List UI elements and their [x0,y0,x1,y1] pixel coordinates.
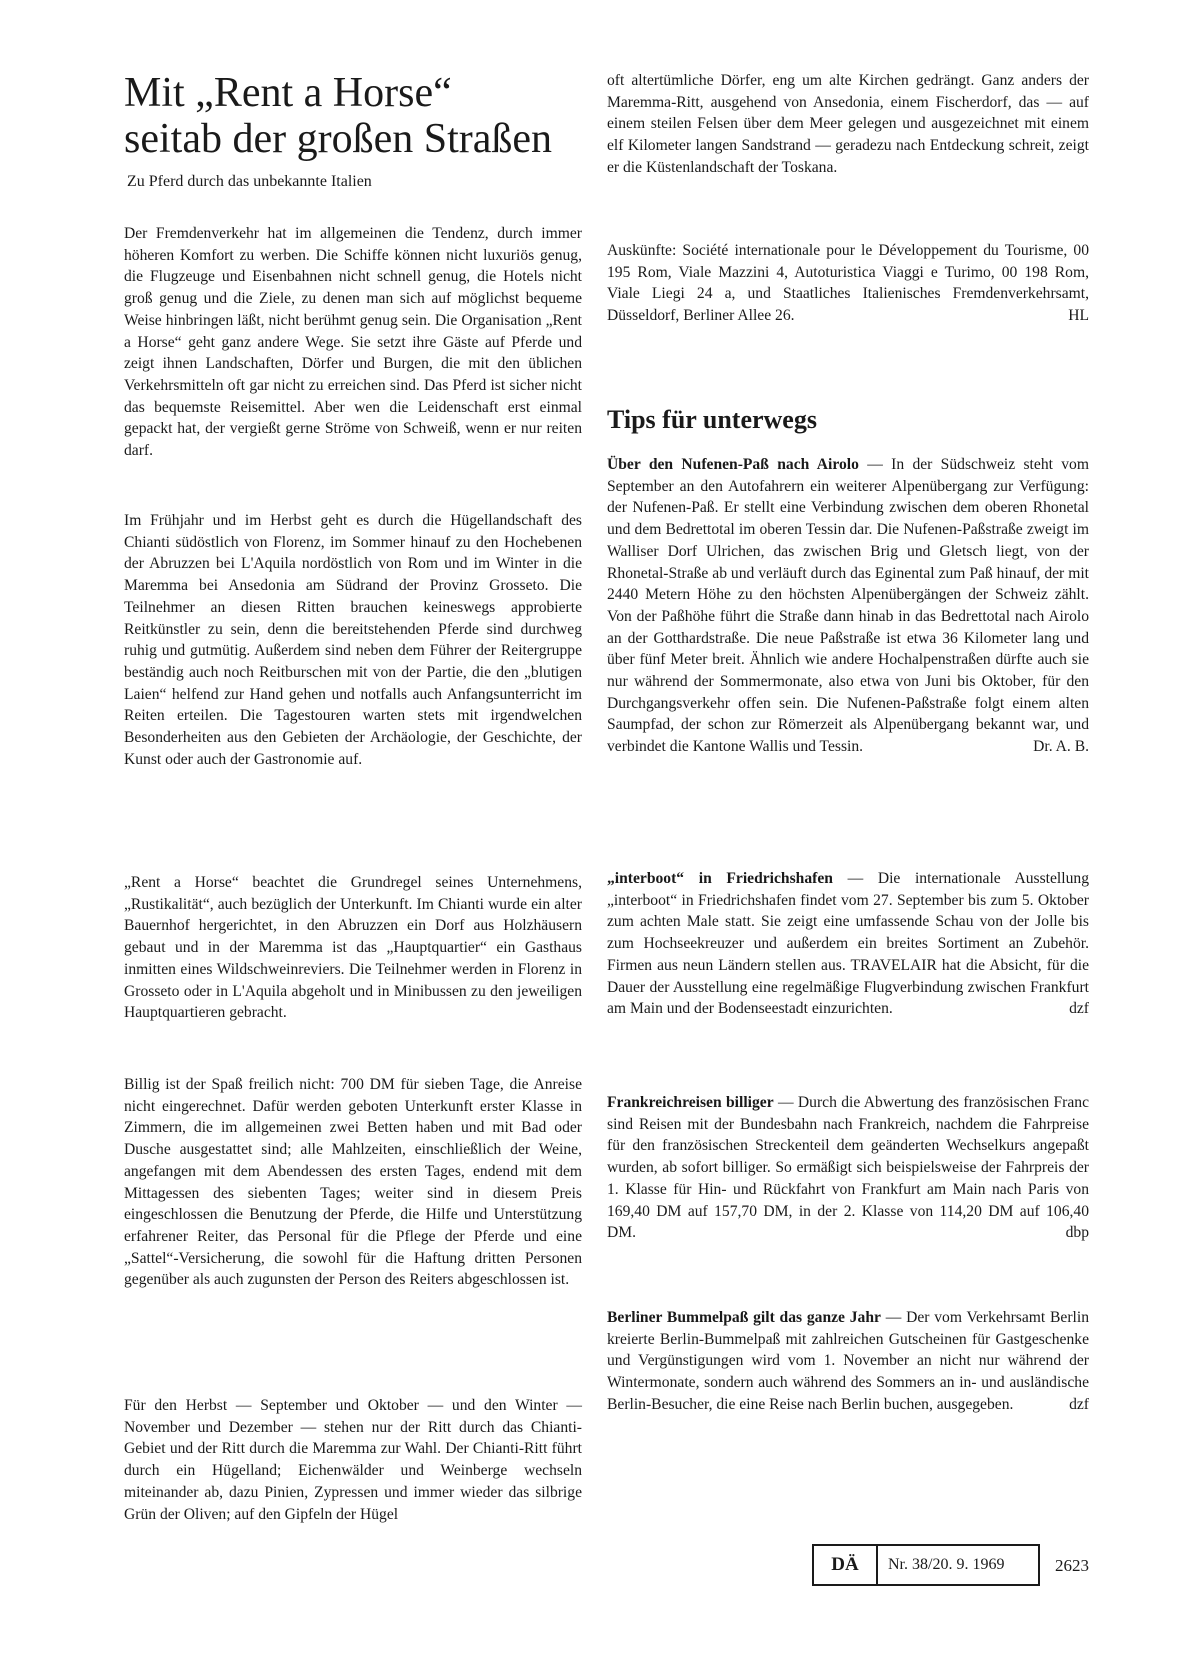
body-paragraph: „Rent a Horse“ beachtet die Grundregel seines Unternehmens, „Rustikalität“, auch bezüglich der Unterkunft. Im Chianti wurde ein alter Bauernhof hergerichtet, in den Abruzzen ein Dorf aus Holzhäusern gebaut und in der Maremma ist das „Hauptquartier“ ein Gasthaus inmitten eines Wildschweinreviers. Die Teilnehmer werden in Florenz in Grosseto oder in L'Aquila abgeholt und in Minibussen zu den jeweiligen Hauptquartieren gebracht. [124,874,582,1022]
title-line-1: Mit „Rent a Horse“ [124,70,452,116]
body-paragraph: Billig ist der Spaß freilich nicht: 700 DM für sieben Tage, die Anreise nicht eingerechnet. Dafür werden geboten Unterkunft erster Klasse in Zimmern, die im allgemeinen zwei Betten haben und mit Bad oder Dusche ausgestattet sind; alle Mahlzeiten, einschließlich der Weine, angefangen mit dem Abendessen des ersten Tages, endend mit dem Mittagessen des siebenten Tages; weiter sind in diesem Preis eingeschlossen die Benutzung der Pferde, die Hilfe und Unterstützung erfahrener Reiter, das Personal für die Pflege der Pferde und eine „Sattel“-Versicherung, die sowohl für die Haftung dritten Personen gegenüber als auch zugunsten der Person des Reiters abgeschlossen ist. [124,1076,582,1289]
tip-title: „interboot“ in Friedrichshafen [607,870,833,887]
tip-signoff: dbp [1065,1224,1089,1242]
tip-title: Frankreichreisen billiger [607,1094,774,1111]
tip-signoff: dzf [1069,1000,1089,1018]
tip-item [607,454,1089,758]
issue-box [812,1544,1040,1586]
tip-title: Berliner Bummelpaß gilt das ganze Jahr [607,1309,881,1326]
article-title [124,70,594,162]
tip-signoff: dzf [1069,1395,1089,1413]
tip-text: — Die internationale Ausstellung „interboot“ in Friedrichshafen findet vom 27. September bis zum 5. Oktober zum achten Male statt. Sie zeigt eine umfassende Schau von der Jolle bis zum Hochseekreuzer und außerdem ein breites Sortiment an Zubehör. Firmen aus neun Ländern stellen aus. TRAVELAIR hat die Absicht, für die Dauer der Ausstellung eine regelmäßige Flugverbindung zwischen Frankfurt am Main und der Bodenseestadt einzurichten. [607,870,1089,1018]
page-number: 2623 [1055,1556,1089,1575]
tips-heading: Tips für unterwegs [607,405,817,434]
continued-paragraph: oft altertümliche Dörfer, eng um alte Kirchen gedrängt. Ganz anders der Maremma-Ritt, ausgehend von Ansedonia, einem Fischerdorf, das — auf einem steilen Felsen über dem Meer gelegen und ausgezeichnet mit einem elf Kilometer langen Sandstrand — geradezu nach Entdeckung schreit, zeigt er die Küstenlandschaft der Toskana. [607,72,1089,176]
tip-item [607,1092,1089,1244]
body-paragraph: Im Frühjahr und im Herbst geht es durch die Hügellandschaft des Chianti südöstlich von Florenz, im Sommer hinauf zu den Hochebenen der Abruzzen bei L'Aquila nordöstlich von Rom und im Winter in die Maremma bei Ansedonia am Südrand der Provinz Grosseto. Die Teilnehmer an diesen Ritten brauchen keineswegs approbierte Reitkünstler zu sein, denn die bereitstehenden Pferde sind durchweg ruhig und gutmütig. Außerdem sind neben dem Führer der Reitergruppe beständig auch noch Reitburschen mit von der Partie, die den „blutigen Laien“ helfend zur Hand gehen und notfalls auch Anfangsunterricht im Reiten erteilen. Die Tagestouren warten stets mit irgendwelchen Besonderheiten aus den Gebieten der Archäologie, der Geschichte, der Kunst oder auch der Gastronomie auf. [124,512,582,768]
tip-title: Über den Nufenen-Paß nach Airolo [607,456,859,473]
journal-logo: DÄ [814,1546,878,1584]
tip-text: — In der Südschweiz steht vom September an den Autofahrern ein weiterer Alpenübergang zur Verfügung: der Nufenen-Paß. Er stellt eine Verbindung zwischen dem oberen Rhonetal und dem Bedrettotal im oberen Tessin dar. Die Nufenen-Paßstraße zweigt im Walliser Dorf Ulrichen, das zwischen Brig und Gletsch liegt, von der Rhonetal-Straße ab und verläuft durch das Eginental zum Paß hinauf, der mit 2440 Metern Höhe zu den höchsten Alpenübergängen der Schweiz zählt. Von der Paßhöhe führt die Straße dann hinab in das Bedrettotal nach Airolo an der Gotthardstraße. Die neue Paßstraße ist etwa 36 Kilometer lang und über fünf Meter breit. Ähnlich wie andere Hochalpenstraßen dürfte auch sie nur während der Sommermonate, also etwa von Juni bis Oktober, für den Durchgangsverkehr offen sein. Die Nufenen-Paßstraße folgt einem alten Saumpfad, der schon zur Römerzeit als Alpenübergang bekannt war, und verbindet die Kantone Wallis und Tessin. [607,456,1089,756]
tip-text: — Der vom Verkehrsamt Berlin kreierte Berlin-Bummelpaß mit zahlreichen Gutscheinen für Gastgeschenke und Vergünstigungen wird vom 1. November an nicht nur während der Wintermonate, sondern auch während des Sommers an in- und ausländische Berlin-Besucher, die eine Reise nach Berlin buchen, ausgegeben. [607,1309,1090,1413]
info-text: Auskünfte: Société internationale pour le Développement du Tourisme, 00 195 Rom, Viale Mazzini 4, Autoturistica Viaggi e Turimo, 00 198 Rom, Viale Liegi 24 a, und Staatliches Italienisches Fremdenverkehrsamt, Düsseldorf, Berliner Allee 26. [607,242,1089,325]
body-paragraph: Der Fremdenverkehr hat im allgemeinen die Tendenz, durch immer höheren Komfort zu werben. Die Schiffe können nicht luxuriös genug, die Flugzeuge und Eisenbahnen nicht schnell genug, die Hotels nicht groß genug und die Ziele, zu denen man sich auf möglichst bequeme Weise hinbringen läßt, nicht berühmt genug sein. Die Organisation „Rent a Horse“ geht ganz andere Wege. Sie setzt ihre Gäste auf Pferde und zeigt ihnen Landschaften, Dörfer und Burgen, die mit den üblichen Verkehrsmitteln oft gar nicht zu erreichen sind. Das Pferd ist sicher nicht das bequemste Reisemittel. Aber wen die Leidenschaft erst einmal gepackt hat, der vergießt gerne Ströme von Schweiß, wenn er nur reiten darf. [124,225,582,460]
article-subtitle: Zu Pferd durch das unbekannte Italien [127,173,372,190]
author-initials: HL [1068,307,1089,325]
title-line-2: seitab der großen Straßen [124,116,553,162]
info-paragraph [607,240,1089,327]
tip-text: — Durch die Abwertung des französischen Franc sind Reisen mit der Bundesbahn nach Frankreich, nachdem die Fahrpreise für den französischen Streckenteil dem geänderten Wechselkurs angepaßt wurden, ab sofort billiger. So ermäßigt sich beispielsweise der Fahrpreis der 1. Klasse für Hin- und Rückfahrt von Frankfurt am Main nach Paris von 169,40 DM auf 157,70 DM, in der 2. Klasse von 114,20 DM auf 106,40 DM. [607,1094,1090,1242]
tip-item [607,868,1089,1020]
tip-signoff: Dr. A. B. [1033,738,1089,756]
tip-item [607,1307,1089,1416]
issue-info: Nr. 38/20. 9. 1969 [888,1556,1005,1573]
body-paragraph: Für den Herbst — September und Oktober — und den Winter — November und Dezember — stehen nur der Ritt durch das Chianti-Gebiet und der Ritt durch die Maremma zur Wahl. Der Chianti-Ritt führt durch ein Hügelland; Eichenwälder und Weinberge wechseln miteinander ab, dazu Pinien, Zypressen und immer wieder das silbrige Grün der Oliven; auf den Gipfeln der Hügel [124,1397,582,1523]
